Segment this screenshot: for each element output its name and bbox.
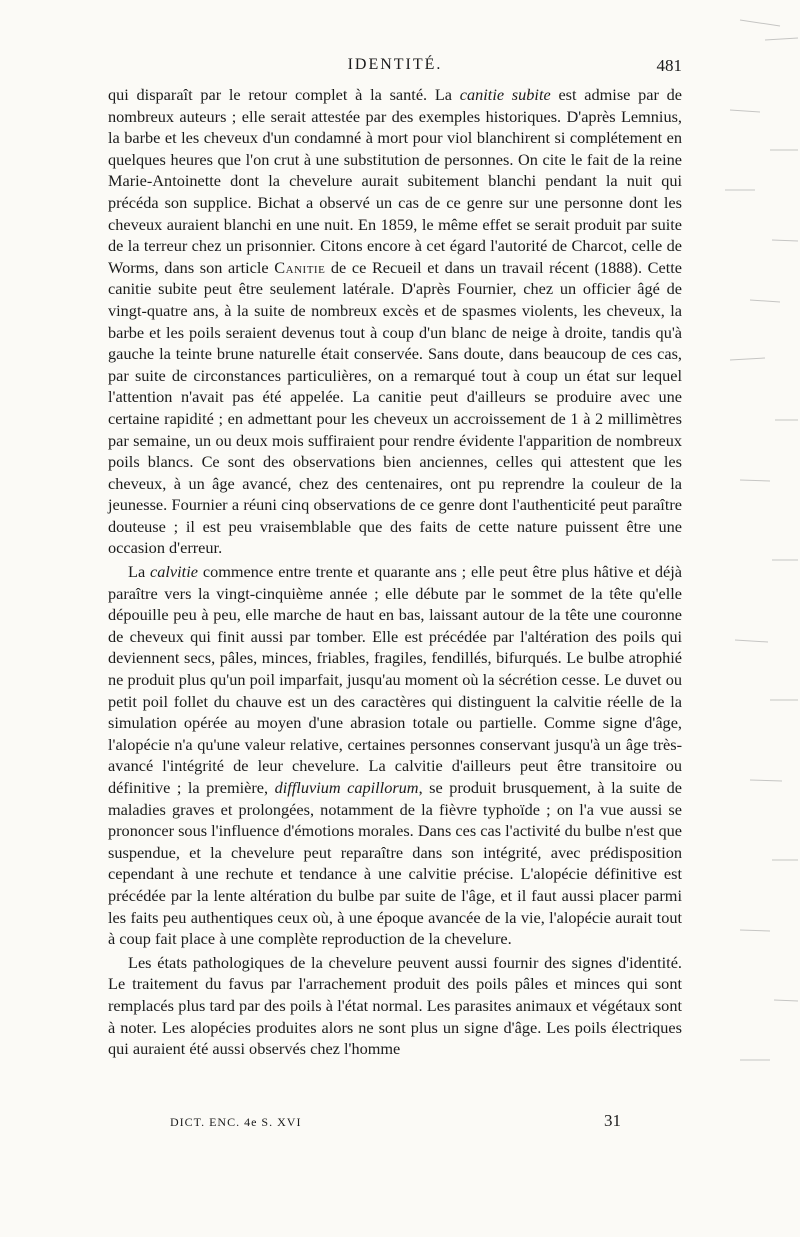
paragraph-calvitie: La calvitie commence entre trente et quarante ans ; elle peut être plus hâtive et déjà paraître vers la vingt-cinquième année ; elle débute par le sommet de la tête qu'elle dépouille peu à peu, elle marche de haut en bas, laissant autour de la tête une couronne de cheveux qui finit aussi par tomber. Elle est précédée par l'altération des poils qui deviennent secs, pâles, minces, friables, fragiles, fendillés, bifurqués. Le bulbe atrophié ne produit plus qu'un poil imparfait, jusqu'au moment où la sécrétion cesse. Le duvet ou petit poil follet du chauve est un des caractères qui distinguent la calvitie réelle de la simulation opérée au moyen d'une abrasion totale ou partielle. Comme signe d'âge, l'alopécie n'a qu'une valeur relative, certaines personnes conservant jusqu'à un âge très-avancé l'intégrité de leur chevelure. La calvitie d'ailleurs peut être transitoire ou définitive ; la première, diffluvium capillorum, se produit brusquement, à la suite de maladies graves et prolongées, notamment de la fièvre typhoïde ; on l'a vue aussi se prononcer sous l'influence d'émotions morales. Dans ces cas l'activité du bulbe n'est que suspendue, et la chevelure peut reparaître dans son intégrité, avec prédisposition cependant à une rechute et tendance à une calvitie précise. L'alopécie définitive est précédée par la lente altération du bulbe par suite de l'âge, et il faut aussi placer parmi les faits peu authentiques ceux où, à une époque avancée de la vie, l'alopécie aurait tout à coup fait place à une complète reproduction de la chevelure. bbox=[108, 562, 683, 949]
body-text bbox=[108, 84, 682, 1060]
page-edge-show-through bbox=[710, 0, 800, 1237]
signature-mark: DICT. ENC. 4e S. XVI bbox=[170, 1115, 302, 1129]
term-diffluvium: diffluvium capillorum bbox=[274, 778, 419, 797]
article-reference: Canitie bbox=[274, 257, 326, 277]
paragraph-etats-pathologiques: Les états pathologiques de la chevelure peuvent aussi fournir des signes d'identité. Le traitement du favus par l'arrachement produit des poils pâles et minces qui sont remplacés plus tard par des poils à l'état normal. Les parasites animaux et végétaux sont à noter. Les alopécies produites alors ne sont plus un signe d'âge. Les poils électriques qui auraient été aussi observés chez l'homme bbox=[108, 952, 682, 1059]
page-number: 481 bbox=[656, 56, 682, 75]
sheet-number: 31 bbox=[604, 1111, 621, 1130]
page-header bbox=[108, 56, 682, 80]
running-title: IDENTITÉ. bbox=[347, 56, 443, 73]
term-canitie-subite: canitie subite bbox=[459, 85, 551, 104]
paragraph-canitie: qui disparaît par le retour complet à la santé. La canitie subite est admise par de nombreux auteurs ; elle serait attestée par des exemples historiques. D'après Lemnius, la barbe et les cheveux d'un condamné à mort pour viol blanchirent si complétement en quelques heures que l'on crut à une substitution de personnes. On cite le fait de la reine Marie-Antoinette dont la chevelure aurait subitement blanchi pendant la nuit qui précéda son supplice. Bichat a observé un cas de ce genre sur une personne dont les cheveux auraient blanchi en une nuit. En 1859, le même effet se serait produit par suite de la terreur chez un prisonnier. Citons encore à cet égard l'autorité de Charcot, celle de Worms, dans son article Canitie de ce Recueil et dans un travail récent (1888). Cette canitie subite peut être seulement latérale. D'après Fournier, chez un officier âgé de vingt-quatre ans, à la suite de nombreux excès et de spasmes violents, les cheveux, la barbe et les poils seraient devenus tout à coup d'un blanc de neige à droite, tandis qu'à gauche la teinte brune naturelle était conservée. Sans doute, dans beaucoup de ces cas, par suite de circonstances particulières, on a remarqué tout à coup un état sur lequel l'attention n'avait pas été appelée. La canitie peut d'ailleurs se produire avec une certaine rapidité ; en admettant pour les cheveux un accroissement de 1 à 2 millimètres par semaine, un ou deux mois suffiraient pour rendre évidente l'apparition de nombreux poils blancs. Ce sont des observations bien anciennes, celles qui attestent que les cheveux, à un âge avancé, chez des centenaires, ont pu reprendre la couleur de la jeunesse. Fournier a réuni cinq observations de ce genre dont l'authenticité peut paraître douteuse ; il est peu vraisemblable que des faits de cette nature puissent être une occasion d'erreur. bbox=[108, 85, 683, 558]
page-footer bbox=[108, 1111, 682, 1135]
term-calvitie: calvitie bbox=[150, 562, 198, 582]
